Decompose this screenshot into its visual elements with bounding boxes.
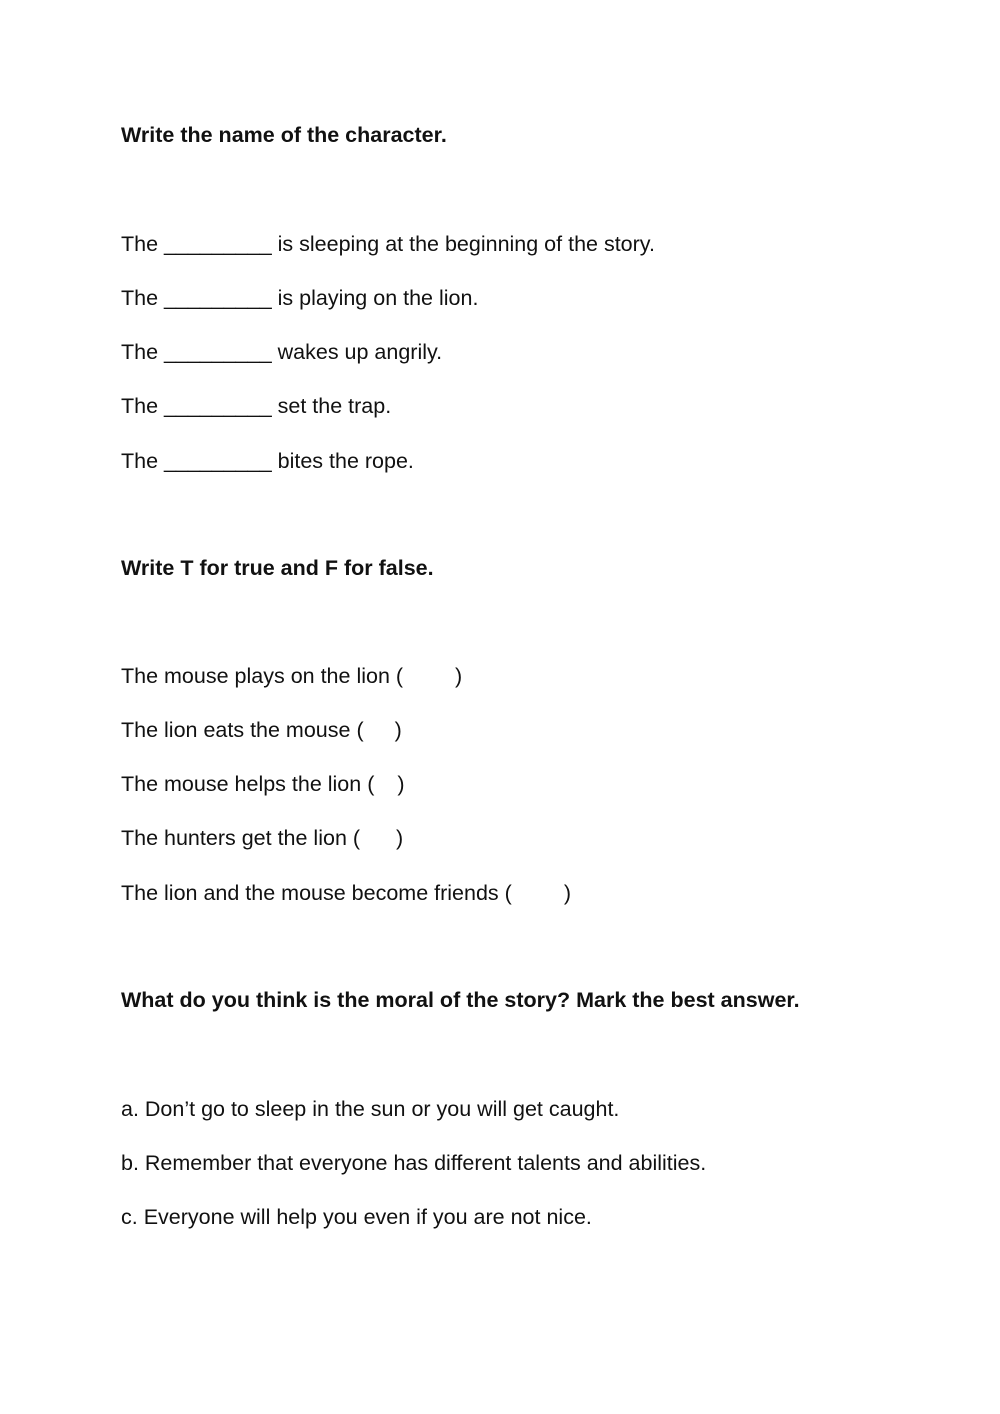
statement-text: The mouse helps the lion ( [121,772,375,796]
answer-blank[interactable]: _________ [164,340,272,364]
close-paren: ) [396,826,404,850]
answer-blank[interactable]: _________ [164,286,272,310]
true-false-item [121,663,462,689]
item-prefix: The [121,232,165,256]
fill-blank-item [121,285,478,311]
item-suffix: is sleeping at the beginning of the story. [271,232,655,256]
item-suffix: set the trap. [271,394,392,418]
answer-option-a[interactable]: a. Don’t go to sleep in the sun or you will get caught. [121,1097,620,1121]
answer-blank[interactable]: _________ [164,232,272,256]
item-suffix: wakes up angrily. [271,340,443,364]
true-false-item [121,825,403,851]
close-paren: ) [563,881,571,905]
statement-text: The mouse plays on the lion ( [121,664,404,688]
fill-blank-item [121,339,442,365]
close-paren: ) [455,664,463,688]
item-prefix: The [121,449,165,473]
answer-option-c[interactable]: c. Everyone will help you even if you are not nice. [121,1205,592,1229]
statement-text: The lion and the mouse become friends ( [121,881,512,905]
true-false-item [121,717,402,743]
section-heading-moral: What do you think is the moral of the story? Mark the best answer. [121,988,800,1012]
answer-blank[interactable]: _________ [164,449,272,473]
close-paren: ) [394,718,402,742]
answer-blank[interactable]: _________ [164,394,272,418]
item-prefix: The [121,394,165,418]
fill-blank-item [121,393,391,419]
item-prefix: The [121,340,165,364]
item-suffix: is playing on the lion. [271,286,479,310]
item-suffix: bites the rope. [271,449,414,473]
section-heading-true-false: Write T for true and F for false. [121,556,434,580]
answer-option-b[interactable]: b. Remember that everyone has different talents and abilities. [121,1151,707,1175]
statement-text: The lion eats the mouse ( [121,718,364,742]
statement-text: The hunters get the lion ( [121,826,361,850]
fill-blank-item [121,231,655,257]
true-false-item [121,880,571,906]
true-false-item [121,771,405,797]
close-paren: ) [397,772,405,796]
section-heading-character: Write the name of the character. [121,123,447,147]
item-prefix: The [121,286,165,310]
fill-blank-item [121,448,414,474]
